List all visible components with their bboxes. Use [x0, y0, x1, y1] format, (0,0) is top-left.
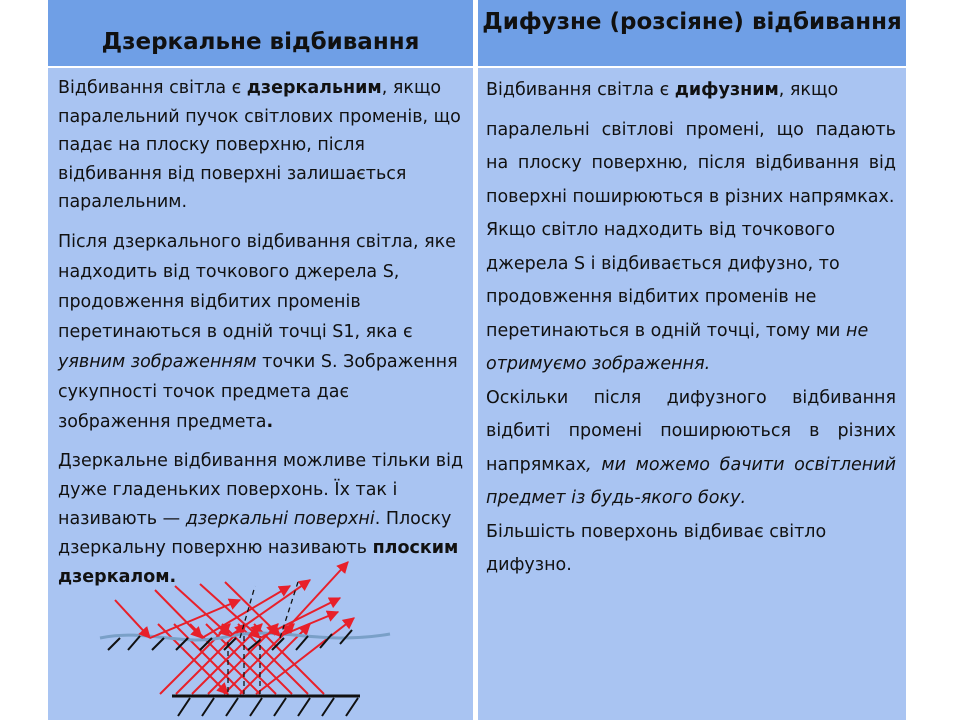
left-column-header	[48, 0, 473, 66]
text-run-bold: .	[266, 411, 274, 432]
left-column-title: Дзеркальне відбивання	[101, 29, 420, 55]
text-run-italic: дзеркальні поверхні	[185, 508, 375, 529]
specular-definition	[58, 74, 466, 217]
mirror-hatching	[178, 698, 358, 716]
text-run-italic: , ми можемо бачити освітлений предмет із будь-якого боку.	[486, 454, 896, 508]
text-run-italic: не отримуємо зображення.	[486, 320, 869, 374]
text-run: . Плоску дзеркальну поверхню називають	[58, 508, 452, 558]
diffuse-reflection-diagram	[90, 520, 420, 652]
diffuse-definition	[486, 74, 896, 214]
incident-ray	[175, 586, 230, 636]
text-run: , якщо паралельний пучок світлових променів, що падає на плоску поверхню, після відбивання від поверхні залишається паралельним.	[58, 78, 461, 212]
text-run: Відбивання світла є	[58, 78, 247, 98]
text-run: , якщо	[778, 80, 839, 100]
normals	[240, 582, 298, 638]
diffuse-visibility	[486, 382, 896, 516]
text-run-bold: плоским дзеркалом.	[58, 537, 459, 587]
incident-ray	[155, 590, 202, 638]
incident-rays	[115, 582, 280, 638]
specular-text	[58, 74, 466, 592]
reflected-rays	[150, 562, 348, 638]
diffuse-no-image	[486, 214, 896, 382]
text-run: Після дзеркального відбивання світла, яке надходить від точкового джерела S, продовження відбитих променів перетинаються в одній точці S1, яка є	[58, 231, 456, 342]
diffuse-common: Більшість поверхонь відбиває світло дифузно.	[486, 521, 827, 575]
diffuse-text	[486, 74, 896, 583]
text-run: Відбивання світла є	[486, 80, 675, 100]
text-run-italic: уявним зображенням	[58, 351, 257, 372]
right-column-header	[478, 0, 906, 66]
text-run: Оскільки після дифузного відбивання відбиті промені поширюються в різних напрямках	[486, 387, 896, 475]
diffuse-definition-rest: паралельні світлові промені, що падають на плоску поверхню, після відбивання від поверхні поширюються в різних напрямках.	[486, 119, 896, 207]
right-column-title: Дифузне (розсіяне) відбивання	[482, 9, 902, 35]
reflected-ray	[260, 598, 340, 638]
text-run: Якщо світло надходить від точкового джерела S і відбивається дифузно, то продовження відбитих променів не перетинаються в одній точці, тому ми	[486, 220, 846, 341]
diffuse-reflection-panel	[478, 68, 906, 720]
text-run-bold: дзеркальним	[246, 78, 382, 98]
incident-ray	[200, 584, 260, 638]
diffuse-definition-first-line	[486, 74, 896, 108]
text-run: точки S. Зображення сукупності точок предмета дає зображення предмета	[58, 351, 458, 432]
text-run-bold: дифузним	[674, 80, 779, 100]
specular-image-formation	[58, 227, 466, 437]
text-run: Дзеркальне відбивання можливе тільки від дуже гладеньких поверхонь. Їх так і називають —	[58, 450, 464, 529]
incident-ray	[115, 600, 150, 638]
